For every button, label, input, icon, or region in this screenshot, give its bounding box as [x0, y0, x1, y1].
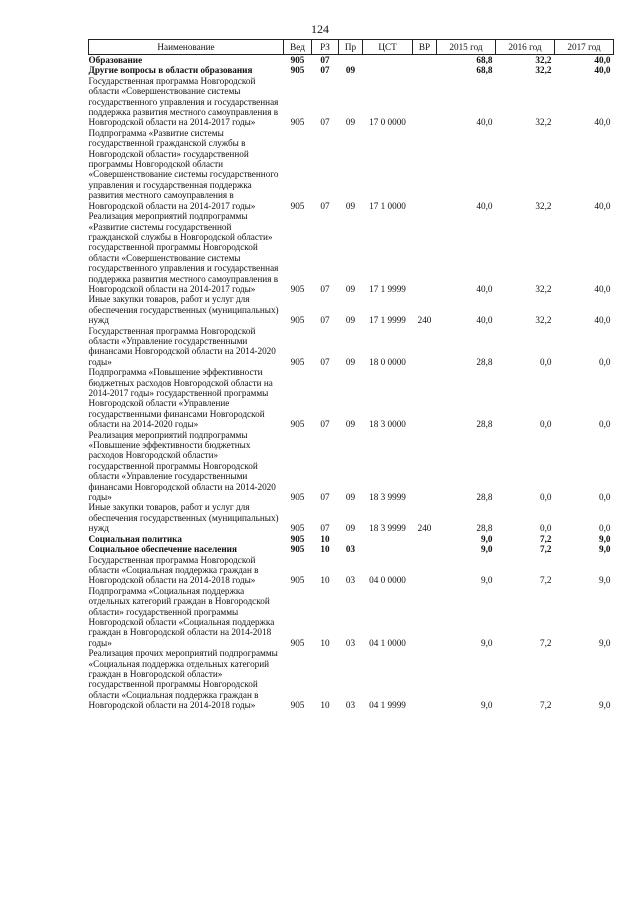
budget-table: [88, 39, 614, 711]
row-2015: 28,8: [476, 419, 493, 430]
row-rz: 10: [320, 533, 330, 544]
row-name: Реализация мероприятий подпрограммы «Развитие системы государственной гражданской службы в Новгородской области» государственной программы Новгородской области «Совершенствование системы государственного управления и государственная поддержка развития местного самоуправления в Новгородской области на 2014-2017 годы»: [88, 211, 279, 294]
row-2017: 40,0: [594, 117, 611, 128]
row-vr: [413, 544, 437, 554]
row-2016: 32,2: [535, 315, 552, 326]
row-ved: 905: [290, 533, 305, 544]
table-header: [89, 40, 614, 55]
row-2015: 9,0: [481, 575, 493, 586]
table-row: [89, 586, 614, 648]
row-cst: [363, 55, 413, 66]
row-ved: 905: [290, 492, 305, 503]
row-ved: 905: [290, 315, 305, 326]
row-pr: 09: [345, 523, 356, 534]
row-rz: 07: [320, 523, 330, 534]
row-2017: 9,0: [599, 700, 611, 711]
row-name: Подпрограмма «Социальная поддержка отдельных категорий граждан в Новгородской области» государственной программы Новгородской области «Социальная поддержка граждан в Новгородской области на 2014-2018 годы»: [88, 585, 275, 648]
row-pr: 09: [345, 65, 356, 76]
row-2017: 40,0: [594, 65, 611, 76]
header-ved: Вед: [284, 40, 312, 55]
row-pr: 09: [345, 283, 356, 294]
row-ved: 905: [290, 283, 305, 294]
table-row: [89, 648, 614, 710]
row-vr: [413, 76, 437, 128]
table-row: [89, 65, 614, 75]
row-cst: 04 0 0000: [369, 575, 406, 586]
header-2016: 2016 год: [496, 40, 555, 55]
row-2016: 0,0: [540, 492, 552, 503]
row-vr: [413, 648, 437, 710]
row-2017: 9,0: [599, 575, 611, 586]
row-pr: 09: [345, 200, 356, 211]
row-2017: 0,0: [599, 419, 611, 430]
row-cst: 04 1 0000: [369, 637, 406, 648]
row-2015: 9,0: [481, 544, 493, 555]
row-cst: [363, 544, 413, 554]
row-rz: 07: [320, 492, 330, 503]
row-ved: 905: [290, 356, 305, 367]
row-ved: 905: [290, 700, 305, 711]
row-rz: 07: [320, 117, 330, 128]
row-rz: 07: [320, 419, 330, 430]
header-2015: 2015 год: [437, 40, 496, 55]
row-rz: 10: [320, 637, 330, 648]
row-2016: 32,2: [535, 55, 552, 65]
row-2016: 0,0: [540, 523, 552, 534]
row-2015: 28,8: [476, 523, 493, 534]
row-pr: 03: [345, 700, 356, 711]
row-vr: [413, 586, 437, 648]
row-name: Государственная программа Новгородской области «Управление государственными финансами Новгородской области на 2014-2020 годы»: [88, 325, 276, 367]
row-2016: 0,0: [540, 356, 552, 367]
row-2015: 40,0: [476, 315, 493, 326]
row-cst: 17 1 0000: [369, 200, 406, 211]
row-pr: [339, 534, 363, 544]
row-cst: 18 3 9999: [369, 492, 406, 503]
row-vr: [413, 65, 437, 75]
row-2015: 9,0: [481, 700, 493, 711]
row-cst: 17 1 9999: [369, 283, 406, 294]
row-2015: 28,8: [476, 492, 493, 503]
row-pr: 03: [345, 575, 356, 586]
row-name: Реализация мероприятий подпрограммы «Повышение эффективности бюджетных расходов Новгородской области» государственной программы Новгородской области «Управление государственными финансами Новгородской области на 2014-2020 годы»: [88, 429, 276, 503]
row-vr: [413, 555, 437, 586]
row-ved: 905: [290, 575, 305, 586]
row-pr: 09: [345, 492, 356, 503]
row-rz: 07: [320, 65, 330, 76]
row-2016: 7,2: [540, 700, 552, 711]
row-2016: 7,2: [540, 637, 552, 648]
row-pr: 03: [345, 544, 356, 555]
header-rz: РЗ: [312, 40, 339, 55]
row-rz: 07: [320, 200, 330, 211]
row-vr: [413, 128, 437, 211]
row-vr: [413, 211, 437, 294]
row-pr: 03: [345, 637, 356, 648]
table-row: [89, 534, 614, 544]
row-2016: 32,2: [535, 200, 552, 211]
table-row: [89, 544, 614, 554]
row-2017: 40,0: [594, 315, 611, 326]
row-vr: 240: [417, 523, 432, 534]
row-vr: [413, 430, 437, 503]
table-row: [89, 555, 614, 586]
row-2016: 7,2: [540, 544, 552, 555]
row-2015: 9,0: [481, 533, 493, 544]
table-row: [89, 76, 614, 128]
row-vr: [413, 55, 437, 66]
row-2017: 40,0: [594, 200, 611, 211]
row-name: Образование: [88, 55, 143, 65]
table-row: [89, 367, 614, 429]
row-ved: 905: [290, 544, 305, 555]
row-2016: 32,2: [535, 117, 552, 128]
row-cst: 18 0 0000: [369, 356, 406, 367]
row-rz: 07: [320, 55, 330, 65]
row-cst: [363, 534, 413, 544]
header-name: Наименование: [89, 40, 284, 55]
row-ved: 905: [290, 419, 305, 430]
header-pr: Пр: [339, 40, 363, 55]
row-pr: 09: [345, 315, 356, 326]
row-cst: 04 1 9999: [369, 700, 406, 711]
header-cst: ЦСТ: [363, 40, 413, 55]
row-2017: 0,0: [599, 523, 611, 534]
row-cst: [363, 65, 413, 75]
table-row: [89, 55, 614, 66]
row-vr: 240: [417, 315, 432, 326]
row-cst: 18 3 9999: [369, 523, 406, 534]
row-2016: 32,2: [535, 65, 552, 76]
row-2017: 0,0: [599, 492, 611, 503]
row-rz: 10: [320, 544, 330, 555]
row-name: Иные закупки товаров, работ и услуг для обеспечения государственных (муниципальных) нужд: [88, 294, 279, 326]
row-2015: 68,8: [476, 65, 493, 76]
header-vr: ВР: [413, 40, 437, 55]
row-2015: 9,0: [481, 637, 493, 648]
row-ved: 905: [290, 523, 305, 534]
row-2017: 9,0: [599, 544, 611, 555]
row-pr: 09: [345, 419, 356, 430]
row-cst: 17 1 9999: [369, 315, 406, 326]
row-vr: [413, 534, 437, 544]
row-ved: 905: [290, 117, 305, 128]
row-ved: 905: [290, 637, 305, 648]
row-2016: 0,0: [540, 419, 552, 430]
row-ved: 905: [290, 200, 305, 211]
row-name: Реализация прочих мероприятий подпрограммы «Социальная поддержка отдельных категорий граждан в Новгородской области» государственной программы Новгородской области «Социальная поддержка граждан в Новгородской области на 2014-2018 годы»: [88, 648, 278, 711]
row-2015: 28,8: [476, 356, 493, 367]
table-row: [89, 211, 614, 294]
row-name: Социальная политика: [88, 533, 182, 544]
row-2017: 0,0: [599, 356, 611, 367]
row-2015: 40,0: [476, 117, 493, 128]
header-2017: 2017 год: [555, 40, 614, 55]
row-rz: 10: [320, 575, 330, 586]
row-name: Подпрограмма «Развитие системы государственной гражданской службы в Новгородской области» государственной программы Новгородской области «Совершенствование системы государственного управления и государственная поддержка развития местного самоуправления в Новгородской области на 2014-2017 годы»: [88, 127, 279, 211]
row-rz: 10: [320, 700, 330, 711]
row-2015: 40,0: [476, 283, 493, 294]
row-name: Социальное обеспечение населения: [88, 544, 237, 555]
row-2017: 40,0: [594, 55, 611, 65]
page-number: 124: [311, 22, 329, 36]
row-2015: 40,0: [476, 200, 493, 211]
row-name: Государственная программа Новгородской области «Социальная поддержка граждан в Новгородской области на 2014-2018 годы»: [88, 554, 259, 586]
row-2017: 9,0: [599, 637, 611, 648]
row-rz: 07: [320, 356, 330, 367]
table-row: [89, 326, 614, 368]
row-2016: 7,2: [540, 575, 552, 586]
row-2017: 9,0: [599, 533, 611, 544]
table-row: [89, 502, 614, 533]
row-ved: 905: [290, 65, 305, 76]
row-vr: [413, 326, 437, 368]
row-2016: 7,2: [540, 533, 552, 544]
row-vr: [413, 367, 437, 429]
table-row: [89, 430, 614, 503]
row-cst: 18 3 0000: [369, 419, 406, 430]
row-name: Иные закупки товаров, работ и услуг для обеспечения государственных (муниципальных) нужд: [88, 502, 279, 534]
row-pr: 09: [345, 356, 356, 367]
row-pr: 09: [345, 117, 356, 128]
row-name: Государственная программа Новгородской области «Совершенствование системы государственного управления и государственная поддержка развития местного самоуправления в Новгородской области на 2014-2017 годы»: [88, 75, 279, 128]
row-cst: 17 0 0000: [369, 117, 406, 128]
table-row: [89, 294, 614, 325]
table-row: [89, 128, 614, 211]
row-rz: 07: [320, 315, 330, 326]
row-2016: 32,2: [535, 283, 552, 294]
row-ved: 905: [290, 55, 305, 65]
row-name: Другие вопросы в области образования: [88, 65, 253, 76]
row-2017: 40,0: [594, 283, 611, 294]
row-pr: [339, 55, 363, 66]
row-name: Подпрограмма «Повышение эффективности бюджетных расходов Новгородской области на 2014-2017 годы» государственной программы Новгородской области «Управление государственными финансами Новгородской области на 2014-2020 годы»: [88, 367, 273, 430]
row-rz: 07: [320, 283, 330, 294]
row-2015: 68,8: [476, 55, 493, 65]
